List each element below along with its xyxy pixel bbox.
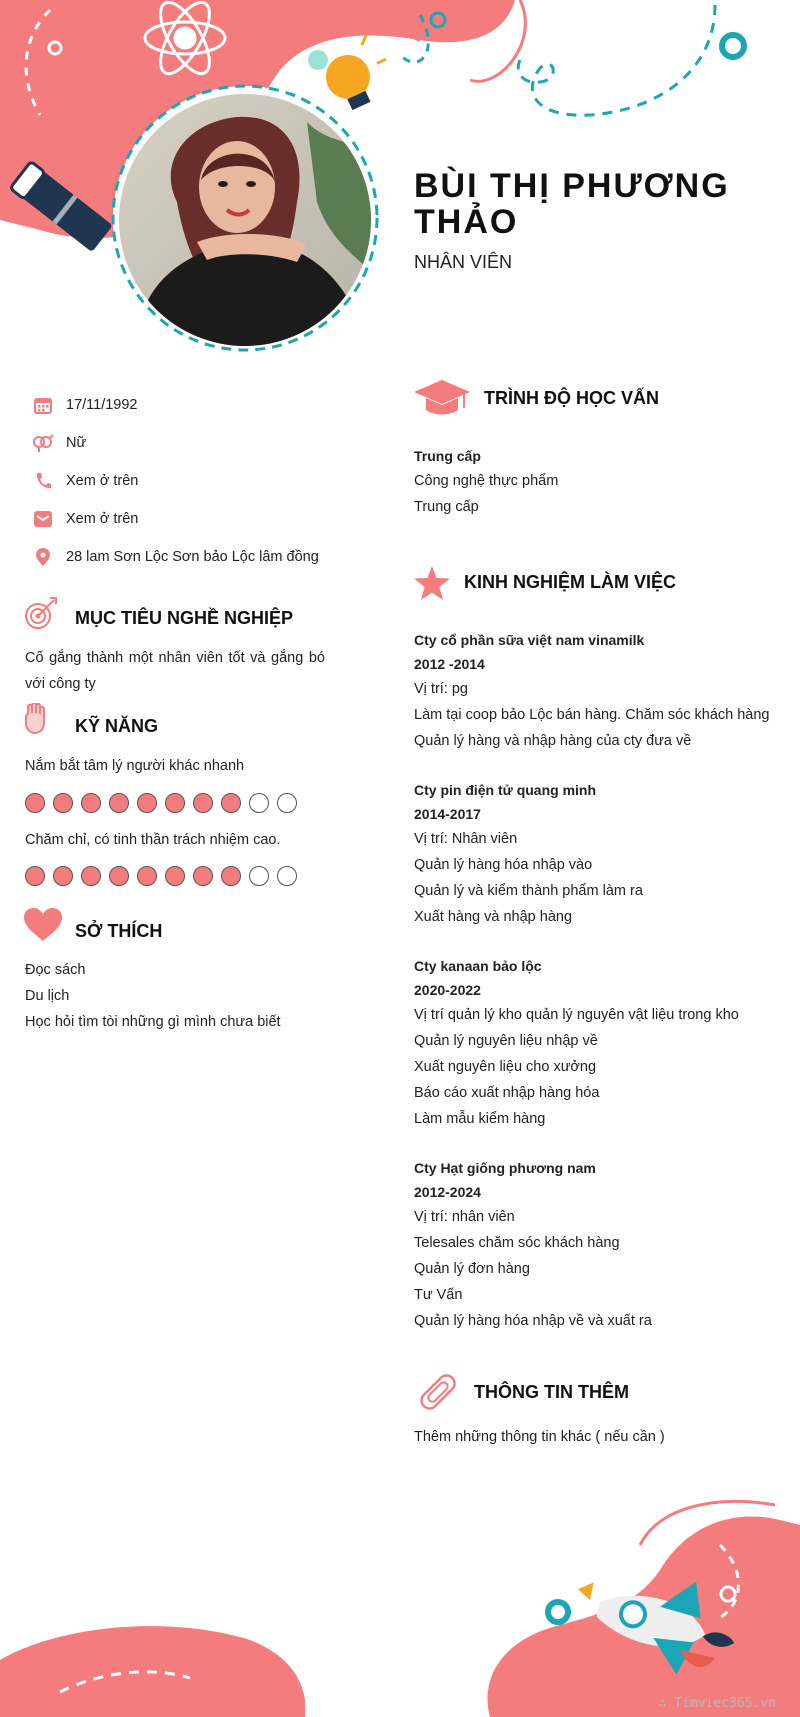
objective-text: Cố gắng thành một nhân viên tốt và gắng bó với công ty bbox=[25, 650, 325, 692]
job-period: 2020-2022 bbox=[414, 982, 481, 998]
skill-2-rating bbox=[25, 866, 297, 886]
phone-icon bbox=[30, 471, 56, 491]
job-period: 2014-2017 bbox=[414, 806, 481, 822]
candidate-role: NHÂN VIÊN bbox=[414, 252, 513, 272]
address-text: 28 lam Sơn Lộc Sơn bảo Lộc lâm đồng bbox=[66, 549, 319, 565]
job-line: Xuất nguyên liệu cho xưởng bbox=[414, 1059, 597, 1075]
contact-item-email bbox=[30, 500, 370, 538]
hobby-item: Đọc sách bbox=[25, 962, 86, 978]
contact-item-birthday bbox=[30, 386, 370, 424]
gender-text: Nữ bbox=[66, 435, 87, 451]
job-line: Báo cáo xuất nhập hàng hóa bbox=[414, 1085, 600, 1101]
rating-dot-filled bbox=[81, 866, 101, 886]
rating-dot-filled bbox=[165, 866, 185, 886]
rating-dot-filled bbox=[109, 793, 129, 813]
job-line: Telesales chăm sóc khách hàng bbox=[414, 1235, 620, 1251]
job-company: Cty cổ phần sữa việt nam vinamilk bbox=[414, 632, 645, 648]
skills-title: KỸ NĂNG bbox=[75, 716, 159, 736]
job-period: 2012-2024 bbox=[414, 1184, 481, 1200]
job-entry bbox=[414, 628, 784, 754]
target-icon bbox=[24, 596, 58, 630]
extra-info bbox=[414, 1424, 784, 1450]
job-line: Vị trí: Nhân viên bbox=[414, 831, 518, 847]
job-company: Cty pin điện tử quang minh bbox=[414, 782, 597, 798]
job-period: 2012 -2014 bbox=[414, 656, 485, 672]
rating-dot-filled bbox=[137, 866, 157, 886]
job-line: Tư Vấn bbox=[414, 1287, 463, 1303]
rating-dot-filled bbox=[221, 866, 241, 886]
job-line: Quản lý hàng hóa nhập vào bbox=[414, 857, 593, 873]
rating-dot-filled bbox=[53, 793, 73, 813]
job-line: Vị trí: pg bbox=[414, 681, 468, 697]
rating-dot-filled bbox=[25, 866, 45, 886]
paperclip-icon bbox=[416, 1372, 460, 1412]
phone-text: Xem ở trên bbox=[66, 473, 139, 489]
experience-list bbox=[414, 628, 784, 1334]
job-company: Cty kanaan bảo lộc bbox=[414, 958, 542, 974]
job-company: Cty Hạt giống phương nam bbox=[414, 1160, 596, 1176]
skill-2-name: Chăm chỉ, có tinh thần trách nhiệm cao. bbox=[25, 832, 281, 848]
rating-dot-empty bbox=[249, 793, 269, 813]
hobby-item: Học hỏi tìm tòi những gì mình chưa biết bbox=[25, 1014, 281, 1030]
hand-icon bbox=[24, 703, 48, 735]
star-icon bbox=[414, 566, 450, 600]
contact-list bbox=[30, 386, 370, 576]
job-line: Quản lý đơn hàng bbox=[414, 1261, 530, 1277]
contact-item-gender bbox=[30, 424, 370, 462]
job-line: Quản lý hàng và nhập hàng của cty đưa về bbox=[414, 733, 692, 749]
contact-item-phone bbox=[30, 462, 370, 500]
contact-item-address bbox=[30, 538, 370, 576]
graduation-cap-icon bbox=[414, 380, 470, 416]
candidate-name: BÙI THỊ PHƯƠNG THẢO bbox=[414, 167, 730, 241]
avatar bbox=[117, 92, 373, 348]
job-line: Quản lý và kiểm thành phẩm làm ra bbox=[414, 883, 643, 899]
education-level: Trung cấp bbox=[414, 499, 479, 515]
rating-dot-empty bbox=[277, 793, 297, 813]
job-line: Xuất hàng và nhập hàng bbox=[414, 909, 573, 925]
job-line: Làm tại coop bảo Lộc bán hàng. Chăm sóc khách hàng bbox=[414, 707, 770, 723]
email-text: Xem ở trên bbox=[66, 511, 139, 527]
education-major: Công nghệ thực phẩm bbox=[414, 473, 559, 489]
job-line: Làm mẫu kiểm hàng bbox=[414, 1111, 546, 1127]
rating-dot-filled bbox=[193, 793, 213, 813]
heart-icon bbox=[24, 908, 62, 942]
hobbies-title: SỞ THÍCH bbox=[75, 921, 163, 941]
rating-dot-empty bbox=[277, 866, 297, 886]
education-title: TRÌNH ĐỘ HỌC VẤN bbox=[484, 388, 659, 408]
extra-title: THÔNG TIN THÊM bbox=[474, 1382, 629, 1402]
gender-icon bbox=[30, 433, 56, 453]
objective-title: MỤC TIÊU NGHỀ NGHIỆP bbox=[75, 608, 294, 628]
rating-dot-filled bbox=[53, 866, 73, 886]
rating-dot-filled bbox=[25, 793, 45, 813]
job-entry bbox=[414, 1156, 784, 1334]
location-icon bbox=[30, 547, 56, 567]
hobbies-list bbox=[25, 957, 345, 1035]
job-line: Quản lý nguyên liệu nhập về bbox=[414, 1033, 598, 1049]
rating-dot-filled bbox=[165, 793, 185, 813]
skill-1-rating bbox=[25, 793, 297, 813]
extra-text: Thêm những thông tin khác ( nếu cần ) bbox=[414, 1429, 665, 1445]
hobby-item: Du lịch bbox=[25, 988, 70, 1004]
birthday-text: 17/11/1992 bbox=[66, 397, 138, 413]
job-line: Quản lý hàng hóa nhập về và xuất ra bbox=[414, 1313, 652, 1329]
skill-1-name: Nắm bắt tâm lý người khác nhanh bbox=[25, 758, 245, 774]
rating-dot-filled bbox=[193, 866, 213, 886]
experience-title: KINH NGHIỆM LÀM VIỆC bbox=[464, 572, 677, 592]
education-school: Trung cấp bbox=[414, 448, 481, 464]
rating-dot-filled bbox=[137, 793, 157, 813]
job-line: Vị trí: nhân viên bbox=[414, 1209, 515, 1225]
rating-dot-filled bbox=[221, 793, 241, 813]
job-line: Vị trí quản lý kho quản lý nguyên vật liệu trong kho bbox=[414, 1007, 739, 1023]
rating-dot-empty bbox=[249, 866, 269, 886]
job-entry bbox=[414, 954, 784, 1132]
email-icon bbox=[30, 509, 56, 529]
education-detail bbox=[414, 444, 784, 520]
rating-dot-filled bbox=[109, 866, 129, 886]
rating-dot-filled bbox=[81, 793, 101, 813]
job-entry bbox=[414, 778, 784, 930]
calendar-icon bbox=[30, 395, 56, 415]
watermark: ∴ Timviec365.vn bbox=[658, 1696, 776, 1711]
